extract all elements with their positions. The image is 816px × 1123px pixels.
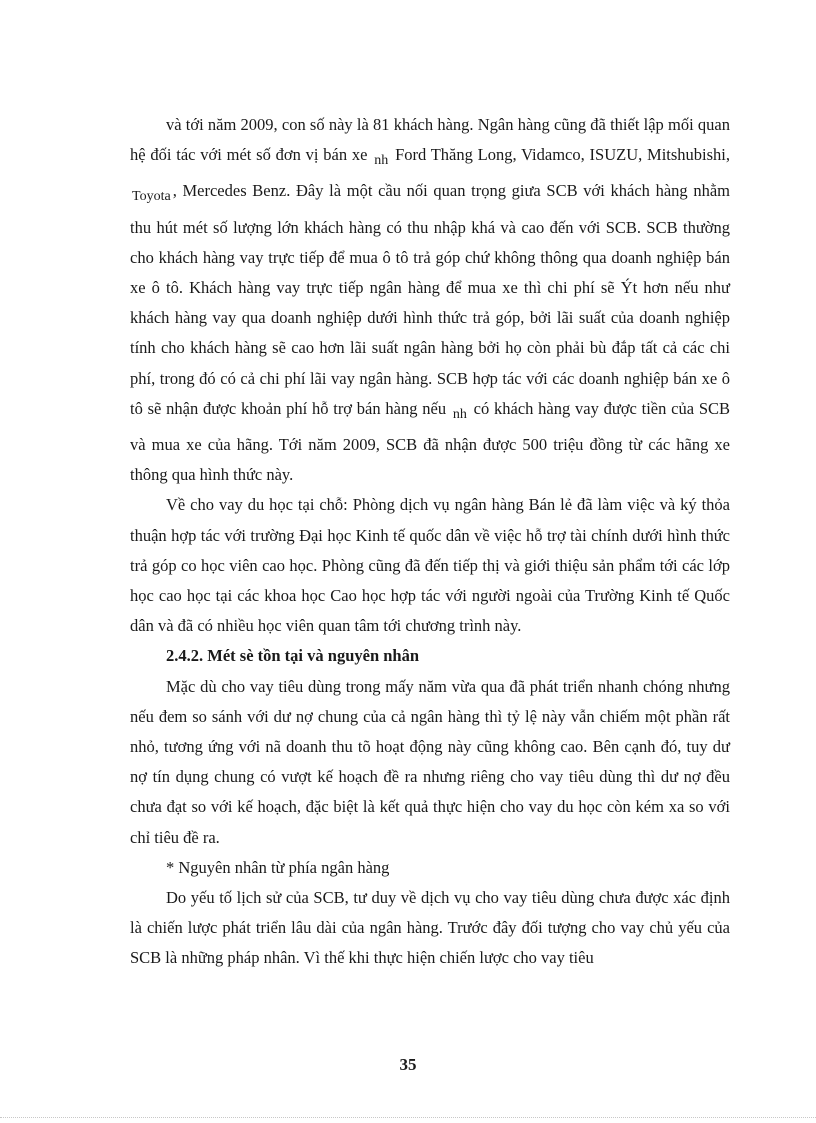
page-number: 35 (399, 1055, 417, 1074)
text-run: và tới năm 2009, con số này là 81 khách hàng. Ngân hàng cũng đã thiết lập mối quan hệ đối tác với mét số đơn vị bán xe (130, 115, 730, 165)
paragraph-shortcomings: Mặc dù cho vay tiêu dùng trong mấy năm vừa qua đã phát triển nhanh chóng nhưng nếu đem so sánh với dư nợ chung của cả ngân hàng thì tỷ lệ này vẫn chiếm một phần rất nhỏ, tương ứng với nã doanh thu tõ hoạt động này cũng không cao. Bên cạnh đó, tuy dư nợ tín dụng chung có vượt kế hoạch đề ra nhưng riêng cho vay tiêu dùng thì dư nợ đều chưa đạt so với kế hoạch, đặc biệt là kết quả thực hiện cho vay du học còn kém xa so với chỉ tiêu đề ra. (130, 676, 730, 847)
text-run: , Mercedes Benz. Đây là một cầu nối quan trọng giưa SCB với khách hàng nhằm thu hút mét số lượng lớn khách hàng có thu nhập khá và cao đến với SCB. SCB thường cho khách hàng vay trực tiếp để mua ô tô trả góp chứ không thông qua doanh nghiệp bán xe ô tô. Khách hàng vay trực tiếp ngân hàng để mua xe thì chi phí sẽ Ýt hơn nếu như khách hàng vay qua doanh nghiệp dưới hình thức trả góp, bởi lãi suất của doanh nghiệp tính cho khách hàng sẽ cao hơn lãi suất ngân hàng bởi họ còn phải bù đắp tất cả các chi phí, trong đó có cả chi phí lãi vay ngân hàng. SCB hợp tác với các doanh nghiệp bán xe ô tô sẽ nhận được khoản phí hỗ trợ bán hàng nếu (130, 181, 730, 418)
paragraph-study-loans: Về cho vay du học tại chỗ: Phòng dịch vụ ngân hàng Bán lẻ đã làm việc và ký thỏa thuận hợp tác với trường Đại học Kinh tế quốc dân về việc hỗ trợ tài chính dưới hình thức trả góp co học viên cao học. Phòng cũng đã đến tiếp thị và giới thiệu sản phẩm tới các lớp học cao học tại các khoa học Cao học hợp tác với người ngoài của Trường Kinh tế Quốc dân và đã có nhiều học viên quan tâm tới chương trình này. (130, 495, 730, 636)
inline-fragment: nh (374, 153, 389, 169)
paragraph-bank-causes: Do yếu tố lịch sử của SCB, tư duy về dịch vụ cho vay tiêu dùng chưa được xác định là chiến lược phát triển lâu dài của ngân hàng. Trước đây đối tượng cho vay chủ yếu của SCB là những pháp nhân. Vì thế khi thực hiện chiến lược cho vay tiêu (130, 888, 730, 968)
inline-fragment: Toyota (132, 189, 171, 205)
bullet-note: * Nguyên nhân từ phía ngân hàng (166, 857, 390, 877)
text-run: có khách hàng vay được tiền của SCB và mua xe của hãng. Tới năm 2009, SCB đã nhận được 500 triệu đồng từ các hãng xe thông qua hình thức này. (130, 398, 731, 485)
inline-fragment: nh (452, 406, 467, 422)
section-heading: 2.4.2. Mét sè tồn tại và nguyên nhân (166, 646, 420, 666)
bottom-rule (0, 1117, 816, 1118)
paragraph-car-loans (130, 110, 730, 490)
text-run: Ford Thăng Long, Vidamco, ISUZU, Mitshubishi, (395, 145, 731, 165)
